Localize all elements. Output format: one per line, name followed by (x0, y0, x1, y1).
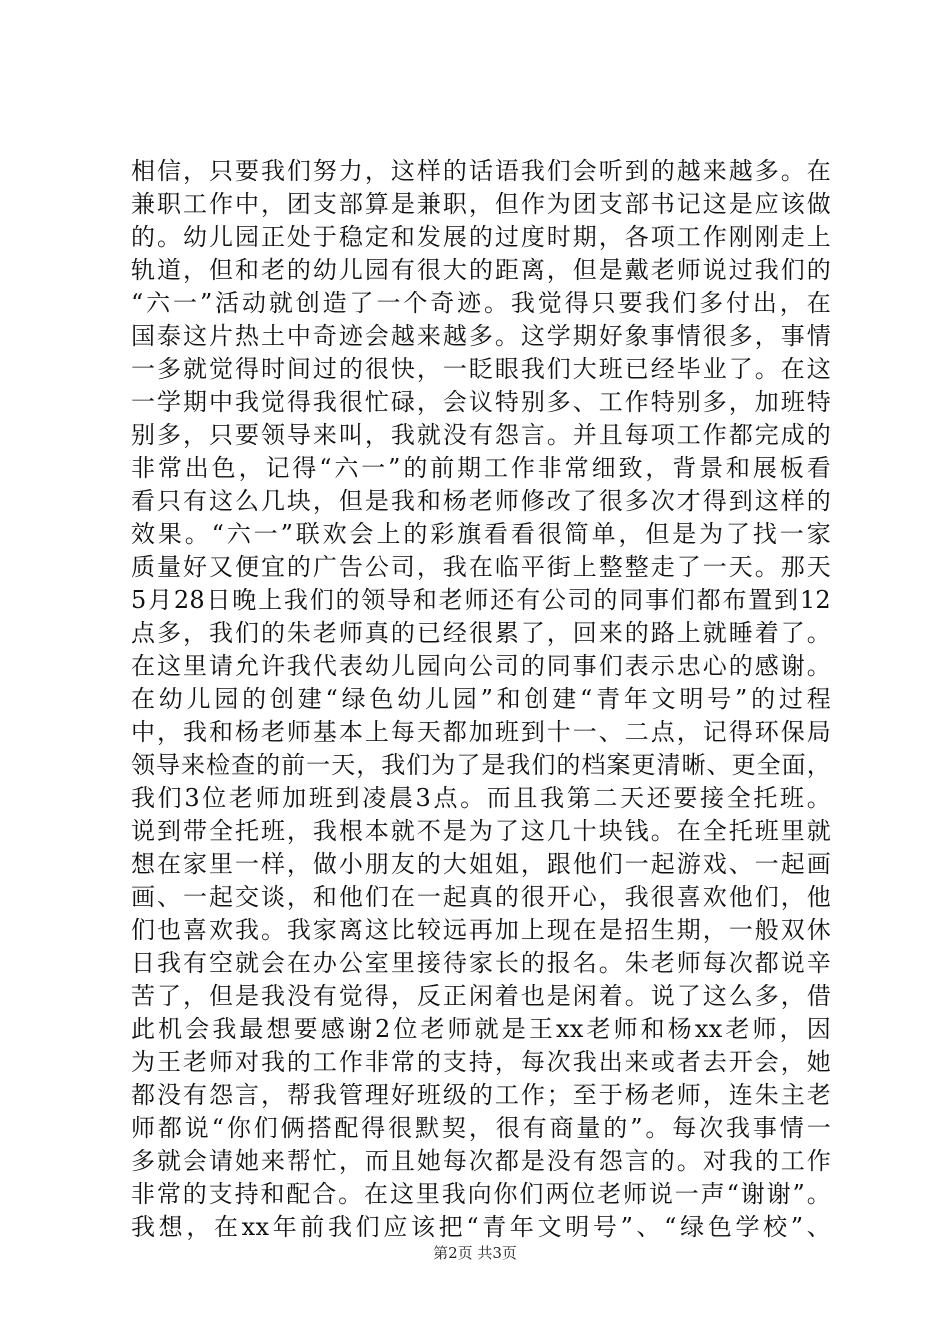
text-line: 想在家里一样，做小朋友的大姐姐，跟他们一起游戏、一起画 (131, 850, 831, 878)
text-line: 国泰这片热土中奇迹会越来越多。这学期好象事情很多，事情 (131, 322, 831, 350)
text-line: 我想，在xx年前我们应该把“青年文明号”、“绿色学校”、 (131, 1213, 831, 1241)
text-line: 画、一起交谈，和他们在一起真的很开心，我很喜欢他们，他 (131, 883, 831, 911)
text-line: 别多，只要领导来叫，我就没有怨言。并且每项工作都完成的 (131, 421, 831, 449)
text-line: 多就会请她来帮忙，而且她每次都是没有怨言的。对我的工作 (131, 1147, 831, 1175)
text-line: 一多就觉得时间过的很快，一眨眼我们大班已经毕业了。在这 (131, 355, 831, 383)
text-line: 非常出色，记得“六一”的前期工作非常细致，背景和展板看 (131, 454, 831, 482)
text-line: 为王老师对我的工作非常的支持，每次我出来或者去开会，她 (131, 1048, 831, 1076)
text-line: 非常的支持和配合。在这里我向你们两位老师说一声“谢谢”。 (131, 1180, 831, 1208)
text-line: 们也喜欢我。我家离这比较远再加上现在是招生期，一般双休 (131, 916, 831, 944)
text-line: 此机会我最想要感谢2位老师就是王xx老师和杨xx老师，因 (131, 1015, 831, 1043)
text-line: 在这里请允许我代表幼儿园向公司的同事们表示忠心的感谢。 (131, 652, 831, 680)
page-number-footer: 第2页 共3页 (433, 1244, 517, 1262)
text-line: 的。幼儿园正处于稳定和发展的过度时期，各项工作刚刚走上 (131, 223, 831, 251)
text-line: 5月28日晚上我们的领导和老师还有公司的同事们都布置到12 (131, 586, 831, 614)
text-line: 质量好又便宜的广告公司，我在临平街上整整走了一天。那天 (131, 553, 831, 581)
text-line: 在幼儿园的创建“绿色幼儿园”和创建“青年文明号”的过程 (131, 685, 831, 713)
text-line: 苦了，但是我没有觉得，反正闲着也是闲着。说了这么多，借 (131, 982, 831, 1010)
text-line: 相信，只要我们努力，这样的话语我们会听到的越来越多。在 (131, 157, 831, 185)
text-line: 看只有这么几块，但是我和杨老师修改了很多次才得到这样的 (131, 487, 831, 515)
text-line: “六一”活动就创造了一个奇迹。我觉得只要我们多付出，在 (131, 289, 831, 317)
text-line: 一学期中我觉得我很忙碌，会议特别多、工作特别多，加班特 (131, 388, 831, 416)
text-line: 点多，我们的朱老师真的已经很累了，回来的路上就睡着了。 (131, 619, 831, 647)
text-line: 轨道，但和老的幼儿园有很大的距离，但是戴老师说过我们的 (131, 256, 831, 284)
text-line: 领导来检查的前一天，我们为了是我们的档案更清晰、更全面， (131, 751, 831, 779)
text-line: 师都说“你们俩搭配得很默契，很有商量的”。每次我事情一 (131, 1114, 831, 1142)
text-line: 中，我和杨老师基本上每天都加班到十一、二点，记得环保局 (131, 718, 831, 746)
body-text (131, 155, 831, 1244)
text-line: 日我有空就会在办公室里接待家长的报名。朱老师每次都说辛 (131, 949, 831, 977)
text-line: 说到带全托班，我根本就不是为了这几十块钱。在全托班里就 (131, 817, 831, 845)
text-line: 我们3位老师加班到凌晨3点。而且我第二天还要接全托班。 (131, 784, 831, 812)
text-line: 都没有怨言，帮我管理好班级的工作；至于杨老师，连朱主老 (131, 1081, 831, 1109)
text-line: 兼职工作中，团支部算是兼职，但作为团支部书记这是应该做 (131, 190, 831, 218)
text-line: 效果。“六一”联欢会上的彩旗看看很简单，但是为了找一家 (131, 520, 831, 548)
